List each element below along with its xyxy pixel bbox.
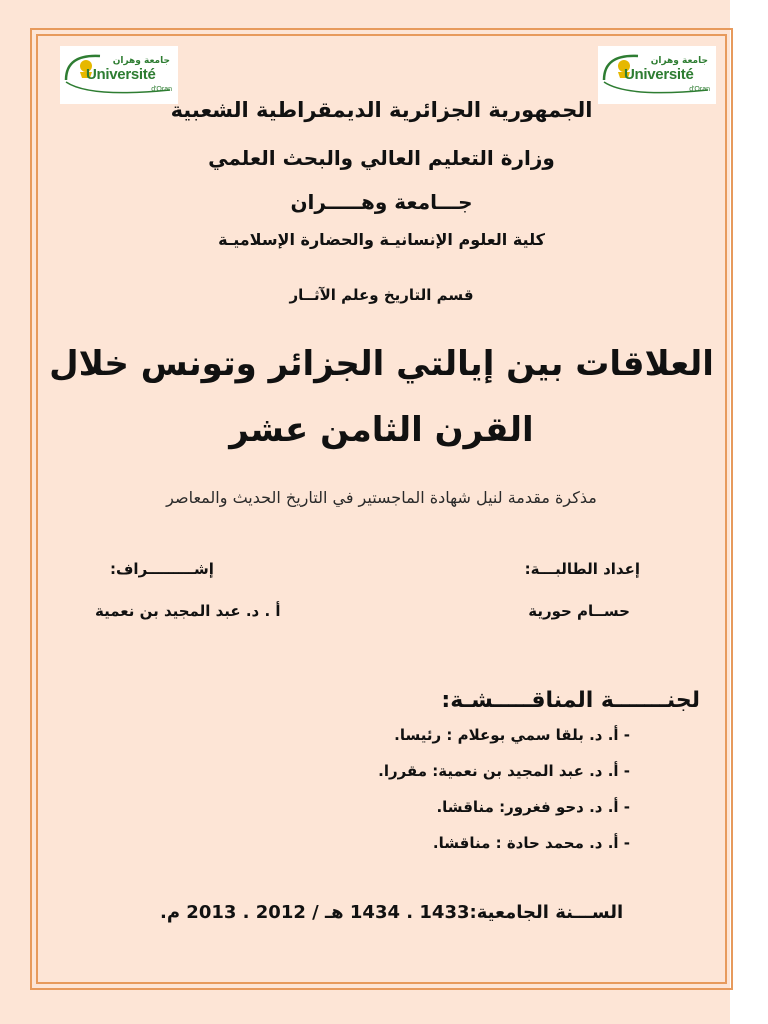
jury-list	[210, 726, 630, 870]
academic-year: الســـنة الجامعية:1433 . 1434 هـ / 2012 . 2013 م.	[160, 902, 624, 923]
university-logo-right	[598, 46, 716, 104]
jury-member: - أ. د. دحو فغرور: مناقشا.	[436, 798, 630, 816]
jury-member: - أ. د. بلقا سمي بوعلام : رئيسا.	[394, 726, 630, 744]
logo-french-text: Université	[624, 66, 694, 83]
jury-member: - أ. د. عبد المجيد بن نعمية: مقررا.	[378, 762, 630, 780]
university-logo-left	[60, 46, 178, 104]
supervisor-name: أ . د. عبد المجيد بن نعمية	[95, 602, 281, 620]
logo-arabic-text: جامعة وهران	[650, 56, 708, 66]
supervision-label: إشـــــــــراف:	[110, 560, 214, 578]
logo-oran-text: d'Oran	[151, 86, 172, 93]
jury-member: - أ. د. محمد حادة : مناقشا.	[432, 834, 630, 852]
faculty-heading: كلية العلوم الإنسانيـة والحضارة الإسلاميـة	[218, 230, 545, 249]
republic-heading: الجمهورية الجزائرية الديمقراطية الشعبية	[170, 98, 593, 122]
thesis-title-line1: العلاقات بين إيالتي الجزائر وتونس خلال	[49, 344, 714, 384]
thesis-title-line2: القرن الثامن عشر	[229, 410, 534, 450]
logo-oran-text: d'Oran	[689, 86, 710, 93]
logo-arabic-text: جامعة وهران	[112, 56, 170, 66]
department-heading: قسم التاريخ وعلم الآثــار	[289, 286, 474, 304]
jury-title: لجنـــــــة المناقـــــشـة:	[441, 688, 700, 713]
university-heading: جـــامعة وهـــــران	[290, 190, 473, 214]
prepared-by-label: إعداد الطالبـــة:	[524, 560, 640, 578]
thesis-subtitle: مذكرة مقدمة لنيل شهادة الماجستير في التاريخ الحديث والمعاصر	[166, 488, 597, 507]
student-name: حســام حورية	[528, 602, 630, 620]
logo-french-text: Université	[86, 66, 156, 83]
ministry-heading: وزارة التعليم العالي والبحث العلمي	[208, 146, 555, 170]
